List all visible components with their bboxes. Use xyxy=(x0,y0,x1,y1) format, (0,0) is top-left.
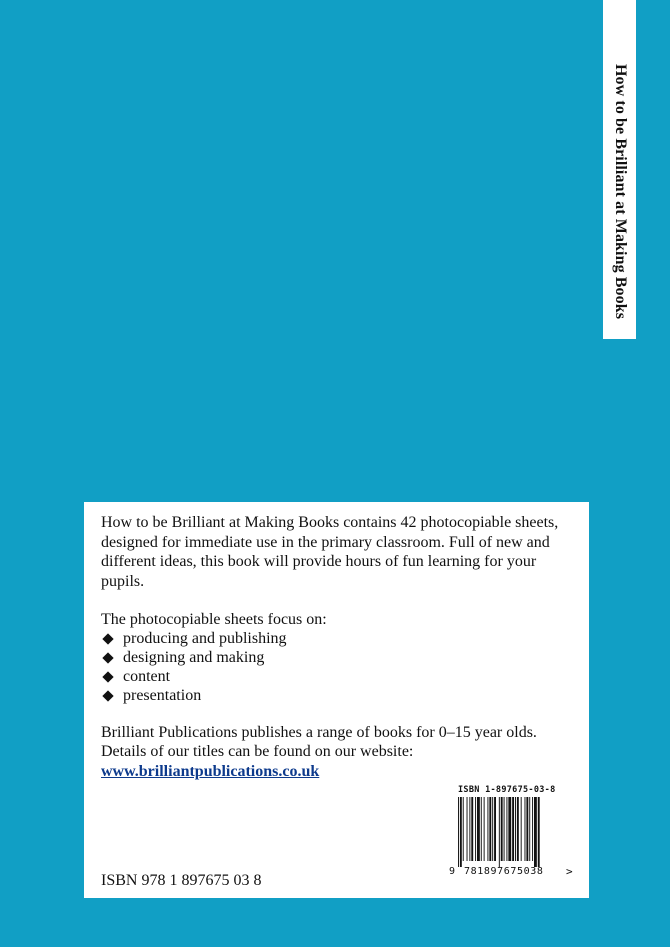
list-item-label: producing and publishing xyxy=(123,630,287,648)
barcode-bar xyxy=(532,797,533,861)
barcode-bar xyxy=(481,797,482,861)
barcode-bar xyxy=(463,797,464,861)
website-link[interactable]: www.brilliantpublications.co.uk xyxy=(101,762,320,780)
barcode-bar xyxy=(525,797,526,861)
list-item xyxy=(101,668,581,687)
barcode-bar xyxy=(494,797,496,861)
barcode-bar xyxy=(484,797,485,861)
barcode-bar xyxy=(492,797,493,861)
book-description: How to be Brilliant at Making Books contains 42 photocopiable sheets, designed for immediate use in the primary classroom. Full of new and different ideas, this book will provide hours of fun learning for your pupils. xyxy=(101,514,559,590)
barcode xyxy=(449,785,576,885)
blurb-text xyxy=(101,513,581,781)
barcode-bar xyxy=(489,797,491,861)
diamond-bullet-icon xyxy=(102,652,113,663)
barcode-bar xyxy=(506,797,507,861)
barcode-bar xyxy=(538,797,540,867)
barcode-isbn: ISBN 1-897675-03-8 xyxy=(458,785,556,795)
barcode-bars-icon xyxy=(456,797,564,867)
publisher-info-line-2: Details of our titles can be found on our website: xyxy=(101,743,414,760)
barcode-bar xyxy=(475,797,476,861)
publisher-info-line-1: Brilliant Publications publishes a range of books for 0–15 year olds. xyxy=(101,723,537,741)
barcode-bar xyxy=(508,797,511,861)
diamond-bullet-icon xyxy=(102,633,113,644)
barcode-bar xyxy=(460,797,462,867)
barcode-bar xyxy=(467,797,468,861)
barcode-bar xyxy=(458,797,459,867)
list-item-label: content xyxy=(123,668,171,686)
barcode-bar xyxy=(504,797,505,861)
barcode-bar xyxy=(469,797,470,861)
barcode-bar xyxy=(521,797,522,861)
spine-title: How to be Brilliant at Making Books xyxy=(611,64,629,320)
barcode-bar xyxy=(501,797,503,861)
barcode-bar xyxy=(499,797,500,867)
barcode-bar xyxy=(471,797,473,861)
focus-list xyxy=(101,630,581,706)
list-item xyxy=(101,687,581,706)
list-item-label: designing and making xyxy=(123,649,265,667)
diamond-bullet-icon xyxy=(102,690,113,701)
blurb-box xyxy=(84,502,589,898)
barcode-arrow: > xyxy=(566,865,573,878)
isbn-label: ISBN 978 1 897675 03 8 xyxy=(101,872,262,889)
barcode-bar xyxy=(517,797,519,861)
barcode-bar xyxy=(529,797,530,861)
focus-intro: The photocopiable sheets focus on: xyxy=(101,611,327,628)
spine-tab xyxy=(603,0,636,339)
barcode-bar xyxy=(526,797,528,861)
barcode-bar xyxy=(534,797,537,867)
barcode-bar xyxy=(515,797,516,861)
barcode-bar xyxy=(477,797,480,861)
barcode-bar xyxy=(487,797,488,861)
list-item xyxy=(101,630,581,649)
barcode-digits: 781897675038 xyxy=(464,866,544,877)
diamond-bullet-icon xyxy=(102,671,113,682)
barcode-first-digit: 9 xyxy=(449,866,456,877)
list-item-label: presentation xyxy=(123,687,202,705)
list-item xyxy=(101,649,581,668)
barcode-bar xyxy=(512,797,514,861)
